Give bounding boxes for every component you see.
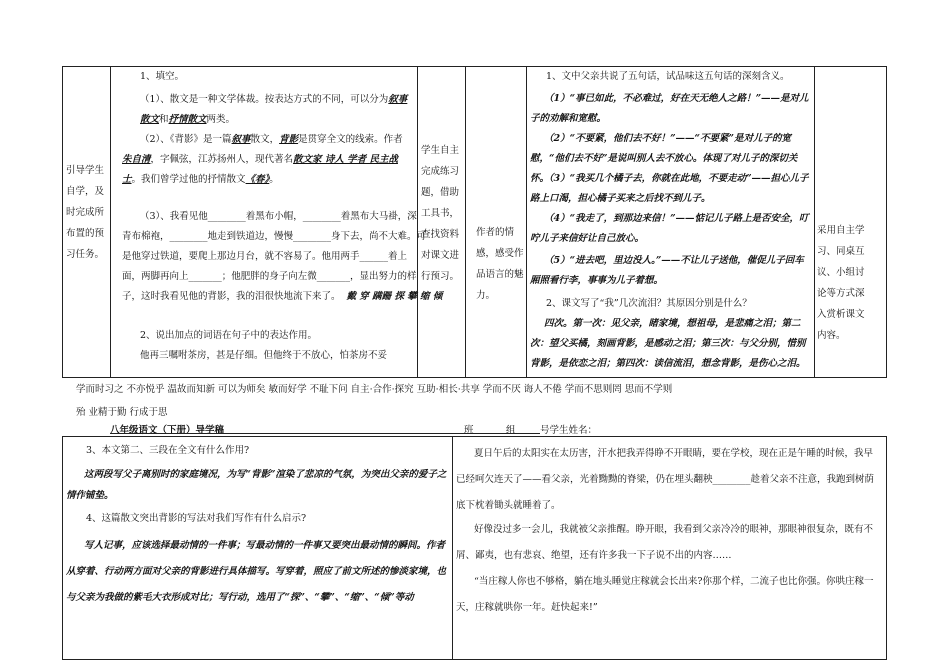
- story-paragraph-3: “当庄稼人你也不够格，躺在地头睡觉庄稼就会长出来?你那个样，二流子也比你强。你哄庄稼一天，庄稼就哄你一年。赶快起来!”: [456, 576, 874, 613]
- page-title: 八年级语文（下册）导学稿: [110, 425, 225, 436]
- q4-answer: 写人记事，应该选择最动情的一件事；写最动情的一件事又要突出最动情的瞬间。作者从穿着、行动两方面对父亲的背影进行具体描写。写穿着，照应了前文所述的惨淡家境，也与父亲为我做的紫毛大衣形成对比；写行动，选用了“探”、“攀”、“缩”、“倾”等动: [66, 540, 447, 603]
- quote-5: （5）“进去吧，里边没人。”——不让儿子送他，催促儿子回车厢照看行李，事事为儿子着想。: [530, 255, 804, 286]
- col5-q2-title: 2、课文写了“我”几次流泪？其原因分别是什么？: [546, 298, 752, 309]
- q1-3-line3: 是他穿过铁道，要爬上那边月台，就不容易了。他用两手______着上: [122, 251, 408, 262]
- q1-1: （1）、散文是一种文学体裁。按表达方式的不同，可以分为叙事散文和抒情散文两类。: [140, 94, 408, 125]
- upper-col-divider: [814, 66, 815, 377]
- story-paragraph-1: 夏日午后的太阳实在太历害，汗水把我弄得睁不开眼睛，要在学校，现在正是午睡的时候，我早已经呵欠连天了——看父亲，光着黝黝的脊梁，仍在埋头翻秧________趁着父亲不注意，我跑到树荫底下枕着锄头就睡着了。: [456, 448, 875, 511]
- quote-3: （3）“我买几个橘子去，你就在此地，不要走动”——担心儿子路上口渴，担心橘子买来之后找不到儿子。: [530, 173, 809, 204]
- q3-answer: 这两段写父子离别时的家庭境况，为写“背影”渲染了悲凉的气氛，为突出父亲的爱子之情作铺垫。: [66, 469, 447, 501]
- student-label: 号学生姓名：: [540, 425, 598, 436]
- header-underline: [110, 433, 540, 434]
- col5-q1-title: 1、文中父亲共说了五句话，试品味这五句话的深刻含义。: [546, 71, 790, 82]
- q2-title: 2、说出加点的词语在句子中的表达作用。: [140, 330, 318, 341]
- lower-col-divider: [452, 436, 453, 659]
- upper-col-divider: [110, 66, 111, 377]
- group-label: 组: [506, 425, 516, 436]
- q3-title: 3、本文第二、三段在全文有什么作用?: [86, 445, 250, 456]
- method-text: 采用自主学习、同桌互议、小组讨论等方式深入赏析课文内容。: [817, 225, 865, 341]
- upper-col-divider: [526, 66, 527, 377]
- q1-title: 1、填空。: [140, 71, 185, 82]
- q1-2: （2）、《背影》是一篇叙事散文，背影是贯穿全文的线索。作者朱自清，字佩弦，江苏扬州人，现代著名散文家 诗人 学者 民主战士。我们曾学过他的抒情散文《春》。: [122, 134, 403, 185]
- student-task-text: 学生自主完成练习题，借助工具书，查找资料对课文进行预习。: [421, 145, 460, 282]
- q1-3-line5: 子，这时我看见他的背影，我的泪很快地流下来了。 戴 穿 蹒跚 探 攀 缩 倾: [122, 291, 443, 302]
- quote-4: （4）“我走了，到那边来信！”——惦记儿子路上是否安全，叮咛儿子来信好让自己放心。: [530, 213, 809, 244]
- guide-text: 引导学生自学，及时完成所布置的预习任务。: [66, 165, 105, 260]
- class-label: 班: [464, 425, 474, 436]
- q1-3-line1: （3）、我看见他________着黑布小帽，________着黑布大马褂，深: [140, 211, 417, 222]
- q1-3-line2: 青布棉袍，________地走到铁道边，慢慢________身下去，尚不大难。可: [122, 231, 427, 242]
- upper-col-divider: [465, 66, 466, 377]
- motto-line-1: 学而时习之 不亦悦乎 温故而知新 可以为师矣 敏而好学 不耻下问 自主·合作·探究 互助·相长·共享 学而不厌 诲人不倦 学而不思则罔 思而不学则: [76, 384, 673, 395]
- upper-col-divider: [417, 66, 418, 377]
- motto-line-2: 殆 业精于勤 行成于思: [76, 407, 168, 418]
- quote-1: （1）“事已如此，不必难过，好在天无绝人之路！”——是对儿子的劝解和宽慰。: [530, 93, 809, 124]
- q4-title: 4、这篇散文突出背影的写法对我们写作有什么启示?: [86, 513, 307, 524]
- col5-q2-answer: 四次。第一次：见父亲，睹家境，想祖母，是悲痛之泪；第二次：望父买橘，刻画背影，是感动之泪；第三次：与父分别，惜别背影，是依恋之泪；第四次：读信流泪，想念背影，是伤心之泪。: [530, 318, 806, 369]
- q2-line: 他再三嘱咐茶房，甚是仔细。但他终于不放心，怕茶房不妥: [140, 350, 388, 361]
- emotion-text: 作者的情感，感受作品语言的魅力。: [476, 227, 524, 301]
- q1-3-line4: 面，两脚再向上_______；他肥胖的身子向左微_______，显出努力的样: [122, 271, 417, 282]
- story-paragraph-2: 好像没过多一会儿，我就被父亲推醒。睁开眼，我看到父亲冷冷的眼神，那眼神很复杂，既有不屑、鄙夷，也有悲哀、绝望，还有许多我一下子说不出的内容……: [456, 524, 874, 561]
- quote-2: （2）“不要紧，他们去不好！”——“不要紧”是对儿子的宽慰，“他们去不好”是说叫别人去不放心。体现了对儿子的深切关怀。: [530, 133, 798, 184]
